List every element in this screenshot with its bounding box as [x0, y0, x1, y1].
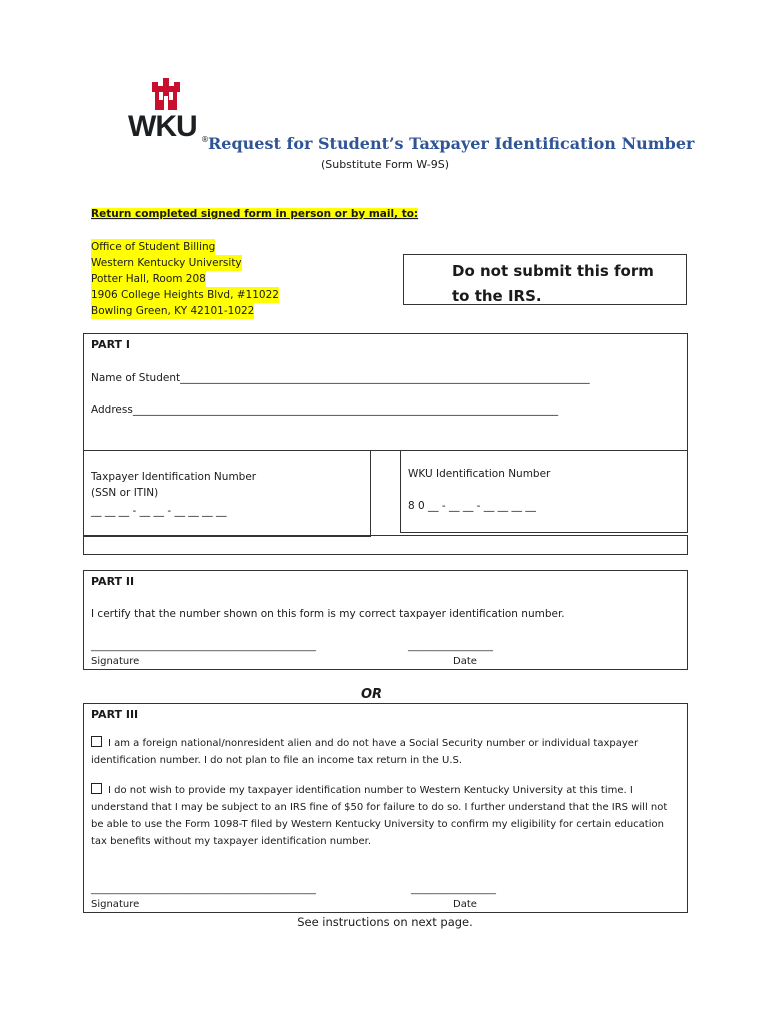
option1-line: I am a foreign national/nonresident alien and do not have a Social Security number or individual taxpayer — [108, 738, 639, 749]
address-line: 1906 College Heights Blvd, #11022 — [91, 289, 279, 301]
or-separator: OR — [361, 687, 383, 702]
option2-line: be able to use the Form 1098-T filed by Western Kentucky University to confirm my eligibility for certain education — [91, 819, 664, 830]
part3-date-label: Date — [453, 899, 477, 910]
tin-sublabel: (SSN or ITIN) — [91, 487, 159, 499]
part3-signature-label: Signature — [91, 899, 140, 910]
option2-checkbox[interactable] — [91, 783, 102, 794]
wku-logo — [128, 78, 209, 150]
logo-text: WKU — [128, 110, 197, 143]
logo-registered-mark: ® — [201, 135, 209, 144]
option2-line: understand that I may be subject to an IRS fine of $50 for failure to do so. I further understand that the IRS will not — [91, 802, 668, 813]
part2-signature-line[interactable]: _____________________________________________ — [91, 641, 316, 652]
option1-checkbox[interactable] — [91, 736, 102, 747]
part2-date-label: Date — [453, 656, 477, 667]
option2-line: tax benefits without my taxpayer identification number. — [91, 836, 372, 847]
form-subtitle: (Substitute Form W-9S) — [320, 158, 450, 171]
student-address-field[interactable]: Address_________________________________________________________________________________ — [91, 404, 559, 416]
wku-id-input[interactable]: 8 0 __ - __ __ - __ __ __ __ — [408, 500, 536, 512]
part3-heading: PART III — [91, 708, 139, 721]
option1-text — [91, 735, 638, 769]
part2-date-line[interactable]: _________________ — [408, 641, 493, 652]
wku-cupola-icon — [152, 78, 180, 110]
irs-notice-box — [403, 254, 687, 305]
part1-heading: PART I — [91, 338, 130, 351]
tin-input[interactable]: __ __ __ - __ __ - __ __ __ __ — [91, 505, 227, 517]
footer-instructions: See instructions on next page. — [297, 915, 473, 929]
part3-signature-line[interactable]: _____________________________________________ — [91, 884, 316, 895]
return-heading: Return completed signed form in person or by mail, to: — [91, 208, 419, 220]
address-line: Potter Hall, Room 208 — [91, 273, 206, 285]
address-line: Office of Student Billing — [91, 241, 216, 253]
part1-bottom-row — [83, 535, 688, 555]
certification-text: I certify that the number shown on this form is my correct taxpayer identification number. — [91, 608, 565, 620]
tin-label: Taxpayer Identification Number — [91, 471, 257, 483]
option1-line: identification number. I do not plan to file an income tax return in the U.S. — [91, 755, 463, 766]
part2-heading: PART II — [91, 575, 135, 588]
mailing-address — [91, 239, 279, 319]
irs-notice-line1: Do not submit this form — [452, 262, 654, 280]
address-line: Bowling Green, KY 42101-1022 — [91, 305, 255, 317]
part1-section — [83, 333, 688, 451]
form-title: Request for Student’s Taxpayer Identification Number — [208, 134, 695, 153]
part3-date-line[interactable]: _________________ — [411, 884, 496, 895]
wku-id-label: WKU Identification Number — [408, 468, 551, 480]
wku-id-box — [400, 450, 688, 533]
part2-section — [83, 570, 688, 670]
part2-signature-label: Signature — [91, 656, 140, 667]
irs-notice-line2: to the IRS. — [452, 287, 542, 305]
address-line: Western Kentucky University — [91, 257, 242, 269]
student-name-field[interactable]: Name of Student______________________________________________________________________________ — [91, 372, 590, 384]
option2-line: I do not wish to provide my taxpayer identification number to Western Kentucky University at this time. I — [108, 785, 633, 796]
option2-text — [91, 782, 667, 850]
irs-notice-text — [452, 259, 654, 309]
